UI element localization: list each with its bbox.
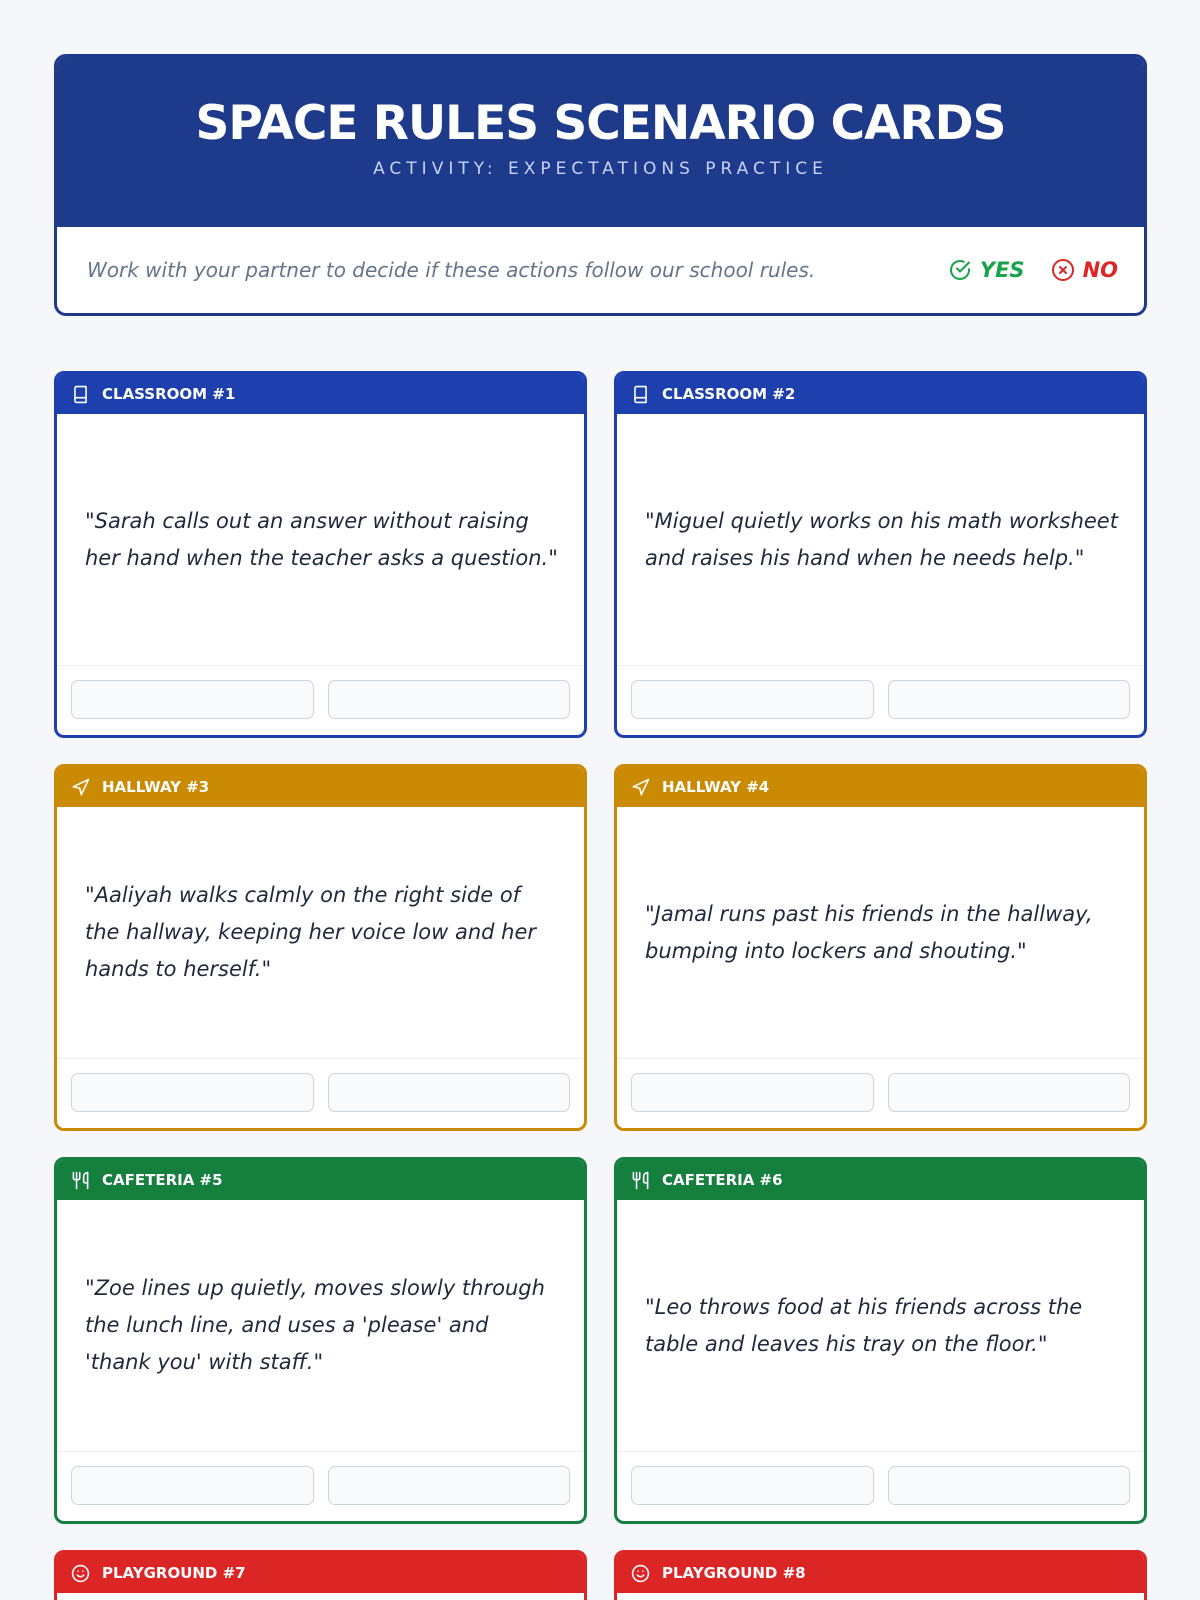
answer-box-yes[interactable] bbox=[71, 1073, 314, 1112]
header-card bbox=[54, 54, 1147, 316]
card-header bbox=[617, 374, 1144, 414]
card-label: HALLWAY #4 bbox=[662, 778, 770, 796]
answer-area bbox=[617, 1452, 1144, 1505]
answer-box-yes[interactable] bbox=[71, 680, 314, 719]
card-header bbox=[617, 1553, 1144, 1593]
smile-icon bbox=[631, 1564, 650, 1583]
card-label: CAFETERIA #6 bbox=[662, 1171, 783, 1189]
scenario-text: "Sarah calls out an answer without raising her hand when the teacher asks a question." bbox=[57, 414, 584, 666]
answer-box-no[interactable] bbox=[888, 1466, 1131, 1505]
scenario-text: "Leo throws food at his friends across the table and leaves his tray on the floor." bbox=[617, 1200, 1144, 1452]
legend bbox=[948, 258, 1118, 282]
card-label: CAFETERIA #5 bbox=[102, 1171, 223, 1189]
scenario-card bbox=[614, 1157, 1147, 1524]
answer-box-no[interactable] bbox=[888, 680, 1131, 719]
card-header bbox=[57, 1553, 584, 1593]
card-header bbox=[617, 1160, 1144, 1200]
scenario-card bbox=[54, 1157, 587, 1524]
answer-area bbox=[617, 666, 1144, 719]
card-label: CLASSROOM #1 bbox=[102, 385, 236, 403]
instructions-text: Work with your partner to decide if these actions follow our school rules. bbox=[87, 258, 816, 282]
instructions-bar bbox=[57, 227, 1144, 313]
answer-box-yes[interactable] bbox=[631, 1073, 874, 1112]
scenario-card bbox=[614, 764, 1147, 1131]
scenario-card bbox=[614, 1550, 1147, 1600]
scenario-text: "Zoe lines up quietly, moves slowly through the lunch line, and uses a 'please' and 'thank you' with staff." bbox=[57, 1200, 584, 1452]
card-label: HALLWAY #3 bbox=[102, 778, 210, 796]
card-header bbox=[57, 1160, 584, 1200]
answer-area bbox=[57, 1059, 584, 1112]
x-circle-icon bbox=[1051, 258, 1075, 282]
scenario-card bbox=[614, 371, 1147, 738]
card-header bbox=[57, 374, 584, 414]
scenario-text: "Aaliyah walks calmly on the right side of the hallway, keeping her voice low and her hands to herself." bbox=[57, 807, 584, 1059]
scenario-text: "Jamal runs past his friends in the hallway, bumping into lockers and shouting." bbox=[617, 807, 1144, 1059]
book-icon bbox=[631, 385, 650, 404]
utensils-icon bbox=[631, 1171, 650, 1190]
answer-box-no[interactable] bbox=[328, 680, 571, 719]
page-title: SPACE RULES SCENARIO CARDS bbox=[195, 96, 1006, 151]
scenario-card bbox=[54, 764, 587, 1131]
answer-box-yes[interactable] bbox=[631, 1466, 874, 1505]
answer-area bbox=[57, 1452, 584, 1505]
header-banner bbox=[57, 57, 1144, 227]
legend-no bbox=[1051, 258, 1118, 282]
utensils-icon bbox=[71, 1171, 90, 1190]
navigation-icon bbox=[631, 778, 650, 797]
card-label: CLASSROOM #2 bbox=[662, 385, 796, 403]
answer-box-no[interactable] bbox=[888, 1073, 1131, 1112]
card-header bbox=[57, 767, 584, 807]
answer-box-yes[interactable] bbox=[631, 680, 874, 719]
legend-no-label: NO bbox=[1082, 258, 1118, 282]
legend-yes-label: YES bbox=[979, 258, 1025, 282]
scenario-text: "Miguel quietly works on his math worksheet and raises his hand when he needs help." bbox=[617, 414, 1144, 666]
navigation-icon bbox=[71, 778, 90, 797]
card-label: PLAYGROUND #7 bbox=[102, 1564, 246, 1582]
answer-box-no[interactable] bbox=[328, 1073, 571, 1112]
answer-area bbox=[57, 666, 584, 719]
book-icon bbox=[71, 385, 90, 404]
answer-area bbox=[617, 1059, 1144, 1112]
answer-box-yes[interactable] bbox=[71, 1466, 314, 1505]
page-subtitle: ACTIVITY: EXPECTATIONS PRACTICE bbox=[373, 159, 828, 180]
smile-icon bbox=[71, 1564, 90, 1583]
check-circle-icon bbox=[948, 258, 972, 282]
legend-yes bbox=[948, 258, 1025, 282]
answer-box-no[interactable] bbox=[328, 1466, 571, 1505]
scenario-card bbox=[54, 371, 587, 738]
card-label: PLAYGROUND #8 bbox=[662, 1564, 806, 1582]
card-header bbox=[617, 767, 1144, 807]
scenario-card bbox=[54, 1550, 587, 1600]
